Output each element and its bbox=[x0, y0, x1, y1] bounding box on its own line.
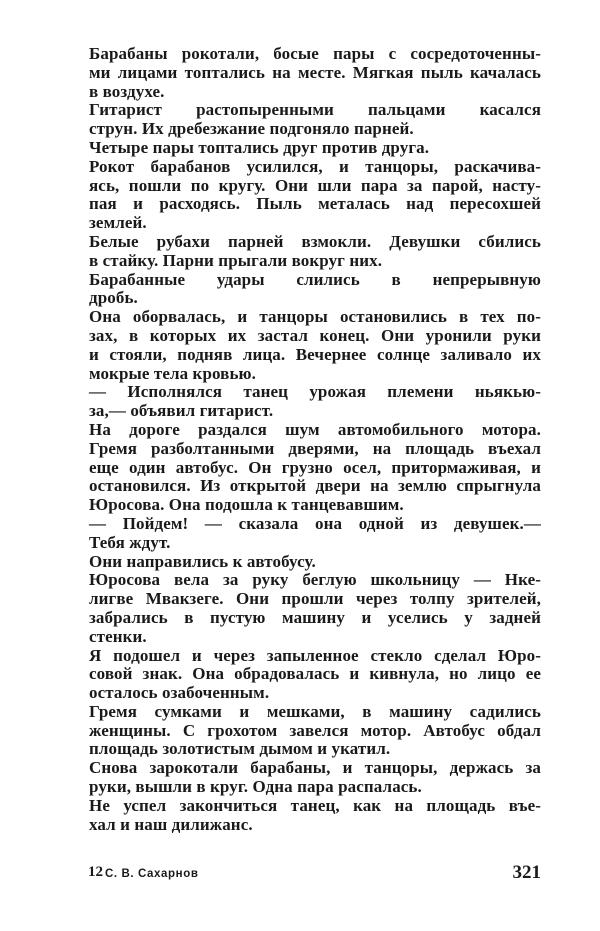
text-line: женщины. С грохотом завелся мотор. Автобус обдал bbox=[89, 720, 541, 740]
text-line: зах, в которых их застал конец. Они уронили руки bbox=[89, 325, 541, 345]
text-line: Я подошел и через запыленное стекло сделал Юро- bbox=[89, 645, 541, 665]
paragraph bbox=[89, 797, 541, 835]
paragraph bbox=[89, 553, 541, 572]
text-line: хал и наш дилижанс. bbox=[89, 814, 253, 834]
text-line: остановился. Из открытой двери на землю спрыгнула bbox=[89, 476, 541, 496]
text-line: за,— объявил гитарист. bbox=[89, 401, 274, 421]
paragraph bbox=[89, 233, 541, 271]
text-line: стенки. bbox=[89, 626, 147, 646]
paragraph bbox=[89, 308, 541, 383]
text-line: Юросова вела за руку беглую школьницу — Нке- bbox=[89, 570, 541, 590]
text-line: площадь золотистым дымом и укатил. bbox=[89, 739, 391, 759]
text-line: в воздухе. bbox=[89, 81, 165, 101]
page-number: 321 bbox=[512, 862, 541, 883]
text-line: На дороге раздался шум автомобильного мотора. bbox=[89, 419, 541, 439]
text-line: — Пойдем! — сказала она одной из девушек.— bbox=[89, 513, 541, 533]
text-line: Гремя сумками и мешками, в машину садились bbox=[89, 701, 541, 721]
text-line: совой знак. Она обрадовалась и кивнула, но лицо ее bbox=[89, 664, 541, 684]
paragraph bbox=[89, 271, 541, 309]
text-line: ясь, пошли по кругу. Они шли пара за парой, насту- bbox=[89, 175, 541, 195]
text-line: руки, вышли в круг. Одна пара распалась. bbox=[89, 777, 422, 797]
author-name: С. В. Сахарнов bbox=[105, 868, 199, 880]
text-line: — Исполнялся танец урожая племени ньякью- bbox=[89, 382, 541, 402]
text-line: Снова зарокотали барабаны, и танцоры, держась за bbox=[89, 758, 541, 778]
text-line: Гремя разболтанными дверями, на площадь въехал bbox=[89, 438, 541, 458]
paragraph bbox=[89, 759, 541, 797]
text-line: землей. bbox=[89, 213, 147, 233]
text-line: пая и расходясь. Пыль металась над пересохшей bbox=[89, 194, 541, 214]
paragraph bbox=[89, 139, 541, 158]
paragraph bbox=[89, 421, 541, 515]
text-line: Она оборвалась, и танцоры остановились в тех по- bbox=[89, 307, 541, 327]
paragraph bbox=[89, 647, 541, 703]
paragraph bbox=[89, 45, 541, 101]
text-line: забрались в пустую машину и уселись у задней bbox=[89, 607, 541, 627]
paragraph bbox=[89, 383, 541, 421]
text-line: Белые рубахи парней взмокли. Девушки сбились bbox=[89, 231, 541, 251]
text-line: Четыре пары топтались друг против друга. bbox=[89, 137, 430, 157]
text-line: лигве Мвакзеге. Они прошли через толпу зрителей, bbox=[89, 589, 541, 609]
paragraph bbox=[89, 571, 541, 646]
page-footer bbox=[88, 862, 541, 886]
text-line: в стайку. Парни прыгали вокруг них. bbox=[89, 250, 383, 270]
paragraph bbox=[89, 101, 541, 139]
paragraph bbox=[89, 703, 541, 759]
text-line: Гитарист растопыренными пальцами касался bbox=[89, 100, 541, 120]
text-line: ми лицами топтались на месте. Мягкая пыль качалась bbox=[89, 62, 541, 82]
text-line: Тебя ждут. bbox=[89, 532, 171, 552]
book-page-text bbox=[89, 45, 541, 834]
text-line: мокрые тела кровью. bbox=[89, 363, 256, 383]
text-line: Юросова. Она подошла к танцевавшим. bbox=[89, 495, 404, 515]
paragraph bbox=[89, 158, 541, 233]
text-line: и стояли, подняв лица. Вечернее солнце заливало их bbox=[89, 344, 541, 364]
paragraph bbox=[89, 515, 541, 553]
text-line: Барабанные удары слились в непрерывную bbox=[89, 269, 541, 289]
text-line: струн. Их дребезжание подгоняло парней. bbox=[89, 119, 414, 139]
printer-signature-mark: 12 bbox=[88, 864, 103, 880]
text-line: Они направились к автобусу. bbox=[89, 551, 316, 571]
text-line: Барабаны рокотали, босые пары с сосредоточенны- bbox=[89, 44, 541, 63]
text-line: Не успел закончиться танец, как на площадь въе- bbox=[89, 795, 541, 815]
text-line: дробь. bbox=[89, 288, 138, 308]
text-line: Рокот барабанов усилился, и танцоры, раскачива- bbox=[89, 156, 541, 176]
text-line: еще один автобус. Он грузно осел, притормаживая, и bbox=[89, 457, 541, 477]
text-line: осталось озабоченным. bbox=[89, 683, 270, 703]
